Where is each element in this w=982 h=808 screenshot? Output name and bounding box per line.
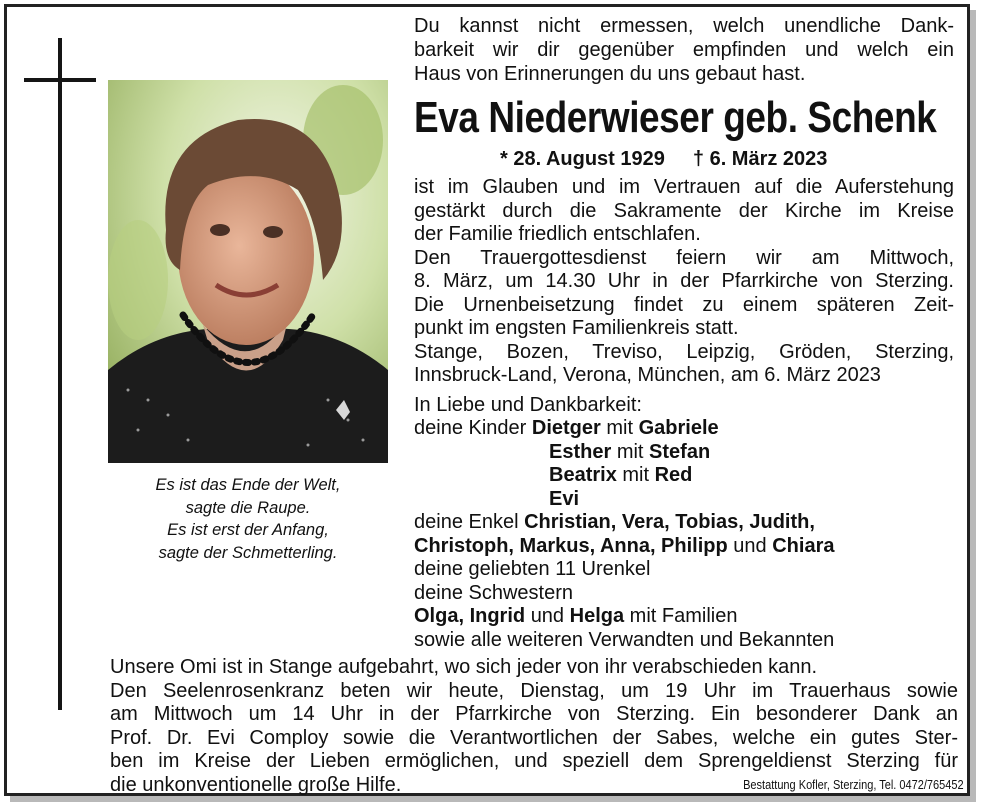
intro-line: Du kannst nicht ermessen, welch unendliche Dank- [414, 15, 954, 37]
body-line: Innsbruck-Land, Verona, München, am 6. März 2023 [414, 364, 881, 386]
mourners-heading: In Liebe und Dankbarkeit: [414, 393, 642, 416]
child-partner: Stefan [649, 440, 711, 463]
quote [112, 474, 384, 564]
bottom-line: Den Seelenrosenkranz beten wir heute, Dienstag, um 19 Uhr im Trauerhaus sowie [110, 679, 958, 702]
intro-line: barkeit wir dir gegenüber empfinden und welch ein [414, 39, 954, 61]
bottom-line: Prof. Dr. Evi Comploy sowie die Verantwortlichen der Sabes, welche ein gutes Ster- [110, 726, 958, 749]
connector: und [733, 534, 767, 557]
child-name: Esther [549, 440, 612, 463]
grandchildren-names: Christian, Vera, Tobias, Judith, [524, 511, 815, 533]
body-line: ist im Glauben und im Vertrauen auf die Auferstehung [414, 176, 954, 198]
bottom-line: ben im Kreise der Lieben ermöglichen, und speziell dem Sprengeldienst Sterzing für [110, 750, 958, 772]
children-row [414, 464, 954, 488]
deceased-name: Eva Niederwieser geb. Schenk [414, 93, 937, 142]
quote-line: Es ist erst der Anfang, [167, 521, 329, 539]
portrait-photo [108, 80, 388, 463]
child-name: Evi [549, 487, 580, 510]
life-dates [500, 146, 855, 172]
quote-line: sagte die Raupe. [185, 498, 311, 517]
body-line: gestärkt durch die Sakramente der Kirche im Kreise [414, 199, 954, 222]
children-row [414, 441, 954, 465]
portrait-image [108, 80, 388, 463]
sisters-label: deine Schwestern [414, 581, 573, 604]
sisters-suffix: mit Familien [629, 605, 738, 627]
children-label: deine Kinder [414, 417, 527, 439]
sisters-names: Olga, Ingrid [414, 605, 526, 627]
children-row [414, 488, 954, 512]
bottom-line: die unkonventionelle große Hilfe. [110, 773, 402, 796]
intro-line: Haus von Erinnerungen du uns gebaut hast. [414, 63, 806, 85]
connector: mit [616, 440, 644, 463]
death-date: † 6. März 2023 [692, 148, 828, 170]
birth-date: * 28. August 1929 [500, 148, 665, 170]
quote-line: Es ist das Ende der Welt, [155, 476, 341, 494]
bottom-line: am Mittwoch um 14 Uhr in der Pfarrkirche von Sterzing. Ein besonderer Dank an [110, 703, 958, 725]
grandchildren-names: Christoph, Markus, Anna, Philipp [414, 534, 728, 557]
cross-icon-vertical [58, 38, 62, 710]
bottom-text [110, 656, 958, 797]
body-line: Den Trauergottesdienst feiern wir am Mittwoch, [414, 246, 954, 269]
grandchildren-row [414, 511, 954, 535]
body-line: Stange, Bozen, Treviso, Leipzig, Gröden, Sterzing, [414, 340, 954, 363]
sisters-names: Helga [569, 605, 625, 627]
connector: mit [622, 464, 650, 486]
funeral-home-credit: Bestattung Kofler, Sterzing, Tel. 0472/765452 [743, 778, 964, 792]
child-partner: Red [654, 464, 693, 486]
body-line: der Familie friedlich entschlafen. [414, 223, 701, 245]
grandchildren-row [414, 535, 954, 559]
connector: und [530, 605, 565, 627]
grandchildren-label: deine Enkel [414, 511, 519, 533]
quote-line: sagte der Schmetterling. [158, 543, 338, 562]
body-line: punkt im engsten Familienkreis statt. [414, 317, 739, 339]
child-name: Beatrix [549, 464, 617, 486]
sisters-row [414, 605, 954, 629]
great-grandchildren: deine geliebten 11 Urenkel [414, 558, 651, 580]
others-line: sowie alle weiteren Verwandten und Bekannten [414, 628, 835, 651]
bottom-line: Unsere Omi ist in Stange aufgebahrt, wo sich jeder von ihr verabschieden kann. [110, 656, 818, 678]
cross-icon-horizontal [24, 78, 96, 82]
body-line: 8. März, um 14.30 Uhr in der Pfarrkirche von Sterzing. [414, 270, 954, 292]
intro-text [414, 14, 954, 86]
children-row [414, 417, 954, 441]
body-line: Die Urnenbeisetzung findet zu einem späteren Zeit- [414, 293, 954, 316]
child-name: Dietger [531, 417, 601, 439]
notice-body [414, 176, 954, 652]
grandchildren-names: Chiara [772, 534, 835, 557]
connector: mit [606, 417, 634, 439]
child-partner: Gabriele [638, 417, 719, 439]
